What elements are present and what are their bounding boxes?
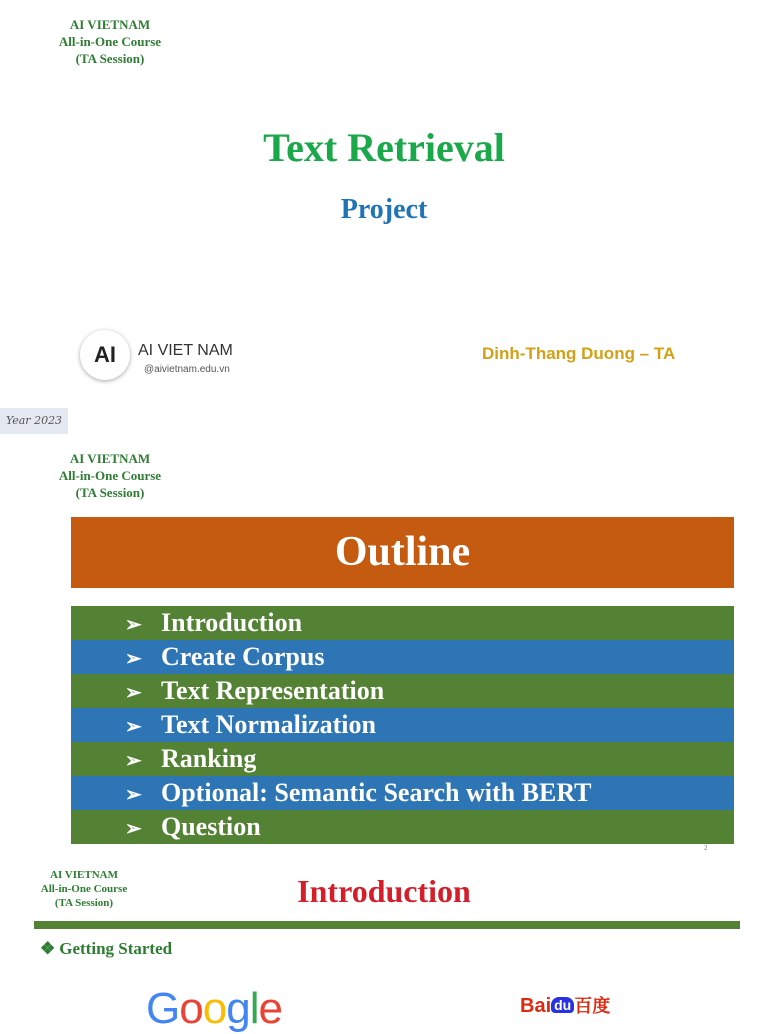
org-session: (TA Session) — [75, 51, 145, 66]
outline-item — [71, 810, 734, 844]
outline-item — [71, 708, 734, 742]
outline-item-label: Text Normalization — [161, 710, 376, 739]
arrow-bullet-icon: ➢ — [125, 818, 142, 840]
outline-title: Outline — [334, 529, 471, 575]
arrow-bullet-icon: ➢ — [125, 716, 142, 738]
slide-subtitle: Project — [340, 194, 428, 225]
google-logo-letter: l — [249, 984, 259, 1033]
org-session: (TA Session) — [75, 485, 145, 500]
logo-handle: @aivietnam.edu.vn — [144, 364, 230, 375]
google-logo-letter: e — [258, 984, 282, 1033]
outline-item — [71, 742, 734, 776]
outline-item — [71, 606, 734, 640]
baidu-logo-bai: Bai — [520, 995, 552, 1017]
org-course: All-in-One Course — [58, 34, 162, 49]
outline-item-label: Ranking — [161, 744, 257, 773]
title-divider — [34, 921, 740, 929]
baidu-logo — [520, 992, 610, 1018]
google-logo-letter: G — [146, 984, 180, 1033]
org-name: AI VIETNAM — [69, 451, 151, 466]
arrow-bullet-icon: ➢ — [125, 614, 142, 636]
author-name: Dinh-Thang Duong – TA — [482, 344, 676, 363]
logo-name: AI VIET NAM — [138, 342, 233, 359]
outline-item — [71, 776, 734, 810]
page-number: 2 — [704, 844, 708, 852]
arrow-bullet-icon: ➢ — [125, 784, 142, 806]
logo-mark: AI — [80, 330, 130, 380]
slide-title: Text Retrieval — [263, 125, 505, 170]
org-course: All-in-One Course — [40, 883, 128, 895]
outline-list — [71, 606, 734, 844]
outline-item-label: Introduction — [161, 608, 303, 637]
year-badge: Year 2023 — [0, 408, 68, 434]
outline-item — [71, 674, 734, 708]
org-course: All-in-One Course — [58, 468, 162, 483]
outline-item-label: Question — [161, 812, 261, 841]
google-logo-letter: o — [202, 984, 227, 1033]
arrow-bullet-icon: ➢ — [125, 648, 142, 670]
outline-banner — [71, 517, 734, 588]
outline-item-label: Create Corpus — [161, 642, 325, 671]
org-name: AI VIETNAM — [69, 17, 151, 32]
google-logo-letter: o — [179, 984, 203, 1033]
google-logo — [146, 984, 282, 1034]
arrow-bullet-icon: ➢ — [125, 750, 142, 772]
org-session: (TA Session) — [54, 897, 114, 909]
ai-vietnam-logo — [80, 330, 280, 386]
arrow-bullet-icon: ➢ — [125, 682, 142, 704]
diamond-bullet-icon: ❖ — [40, 939, 56, 958]
slide-title: Introduction — [297, 873, 471, 909]
google-logo-letter: g — [226, 984, 250, 1033]
baidu-paw-icon: du — [551, 997, 574, 1013]
org-header — [40, 450, 180, 501]
outline-item — [71, 640, 734, 674]
outline-item-label: Optional: Semantic Search with BERT — [161, 778, 592, 807]
section-heading-label: Getting Started — [59, 939, 173, 958]
section-heading — [40, 939, 172, 959]
org-name: AI VIETNAM — [50, 869, 118, 881]
baidu-logo-cn: 百度 — [574, 996, 611, 1016]
org-header — [40, 16, 180, 67]
outline-item-label: Text Representation — [161, 676, 385, 705]
